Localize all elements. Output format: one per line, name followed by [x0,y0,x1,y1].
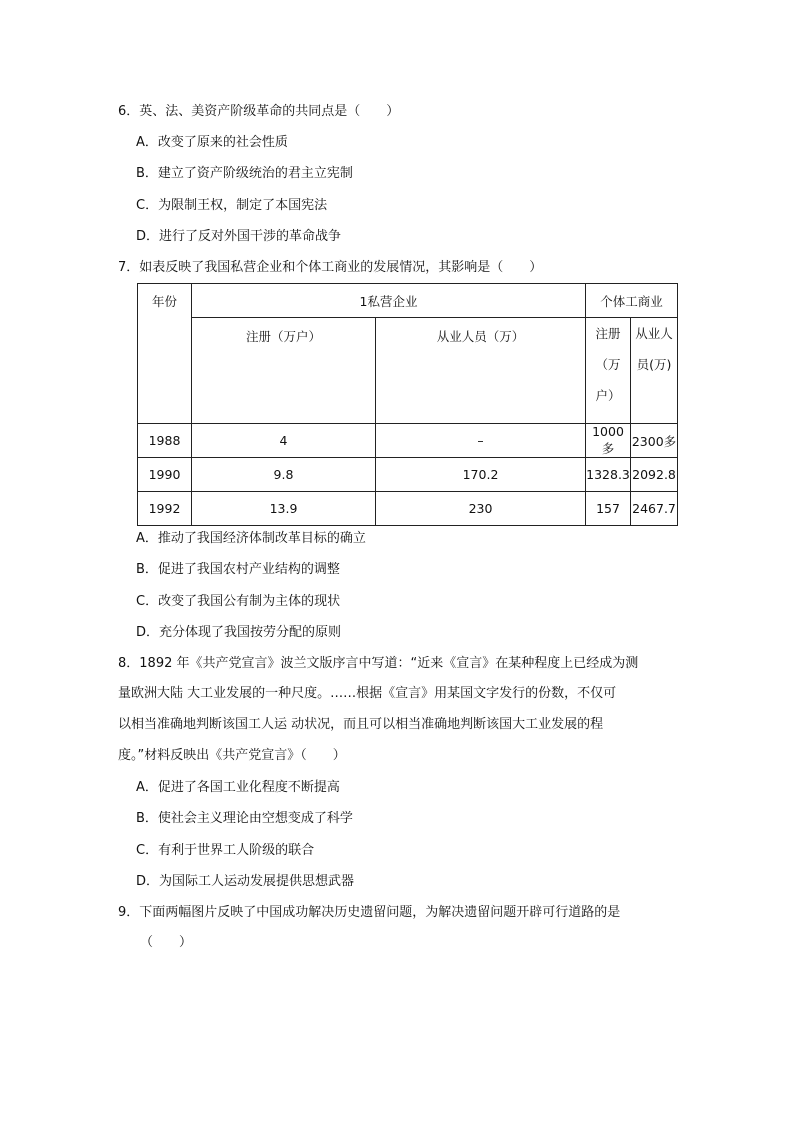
individual-business-header: 个体工商业 [586,284,678,318]
question-6-stem: 6．英、法、美资产阶级革命的共同点是（ ） [118,104,400,119]
question-7-option-b[interactable]: B．促进了我国农村产业结构的调整 [136,562,340,577]
question-7-option-a[interactable]: A．推动了我国经济体制改革目标的确立 [136,531,366,546]
table-cell: 1328.3 [586,458,631,492]
table-cell: 9.8 [192,458,376,492]
table-row [138,492,678,526]
question-7-stem: 7．如表反映了我国私营企业和个体工商业的发展情况，其影响是（ ） [118,260,543,275]
question-9-line-1: 9．下面两幅图片反映了中国成功解决历史遗留问题，为解决遗留问题开辟可行道路的是 [118,905,621,920]
table-cell: 157 [586,492,631,526]
private-emp-header: 从业人员（万） [376,318,586,424]
question-8-line-3: 以相当准确地判断该国工人运 动状况，而且可以相当准确地判断该国大工业发展的程 [118,717,604,732]
question-8-option-d[interactable]: D．为国际工人运动发展提供思想武器 [136,874,355,889]
question-8-option-b[interactable]: B．使社会主义理论由空想变成了科学 [136,811,353,826]
table-cell: 2092.8 [631,458,678,492]
question-6-option-d[interactable]: D．进行了反对外国干涉的革命战争 [136,229,342,244]
year-header: 年份 [138,284,192,424]
table-cell: – [376,424,586,458]
question-8-line-2: 量欧洲大陆 大工业发展的一种尺度。……根据《宣言》用某国文字发行的份数，不仅可 [118,686,617,701]
table-cell: 170.2 [376,458,586,492]
table-cell: 1000多 [586,424,631,458]
question-7-option-d[interactable]: D．充分体现了我国按劳分配的原则 [136,625,342,640]
private-reg-header: 注册（万户） [192,318,376,424]
enterprise-table [137,283,678,526]
individual-emp-header: 从业人 员(万) [631,318,678,424]
question-6-option-c[interactable]: C．为限制王权，制定了本国宪法 [136,198,328,213]
table-cell: 13.9 [192,492,376,526]
table-row [138,424,678,458]
individual-reg-header: 注册 （万 户） [586,318,631,424]
question-8-line-1: 8．1892 年《共产党宣言》波兰文版序言中写道：“近来《宣言》在某种程度上已经成为测 [118,656,639,671]
table-cell: 2467.7 [631,492,678,526]
question-8-line-4: 度。”材料反映出《共产党宣言》（ ） [118,748,346,763]
question-6-option-a[interactable]: A．改变了原来的社会性质 [136,135,288,150]
table-cell: 1992 [138,492,192,526]
question-7-option-c[interactable]: C．改变了我国公有制为主体的现状 [136,594,341,609]
table-cell: 4 [192,424,376,458]
table-cell: 230 [376,492,586,526]
table-cell: 1990 [138,458,192,492]
table-cell: 1988 [138,424,192,458]
private-enterprise-header: 1私营企业 [192,284,586,318]
table-row [138,458,678,492]
question-8-option-c[interactable]: C．有利于世界工人阶级的联合 [136,843,315,858]
question-6-option-b[interactable]: B．建立了资产阶级统治的君主立宪制 [136,166,353,181]
table-cell: 2300多 [631,424,678,458]
question-8-option-a[interactable]: A．促进了各国工业化程度不断提高 [136,780,340,795]
question-9-line-2: （ ） [140,935,193,950]
